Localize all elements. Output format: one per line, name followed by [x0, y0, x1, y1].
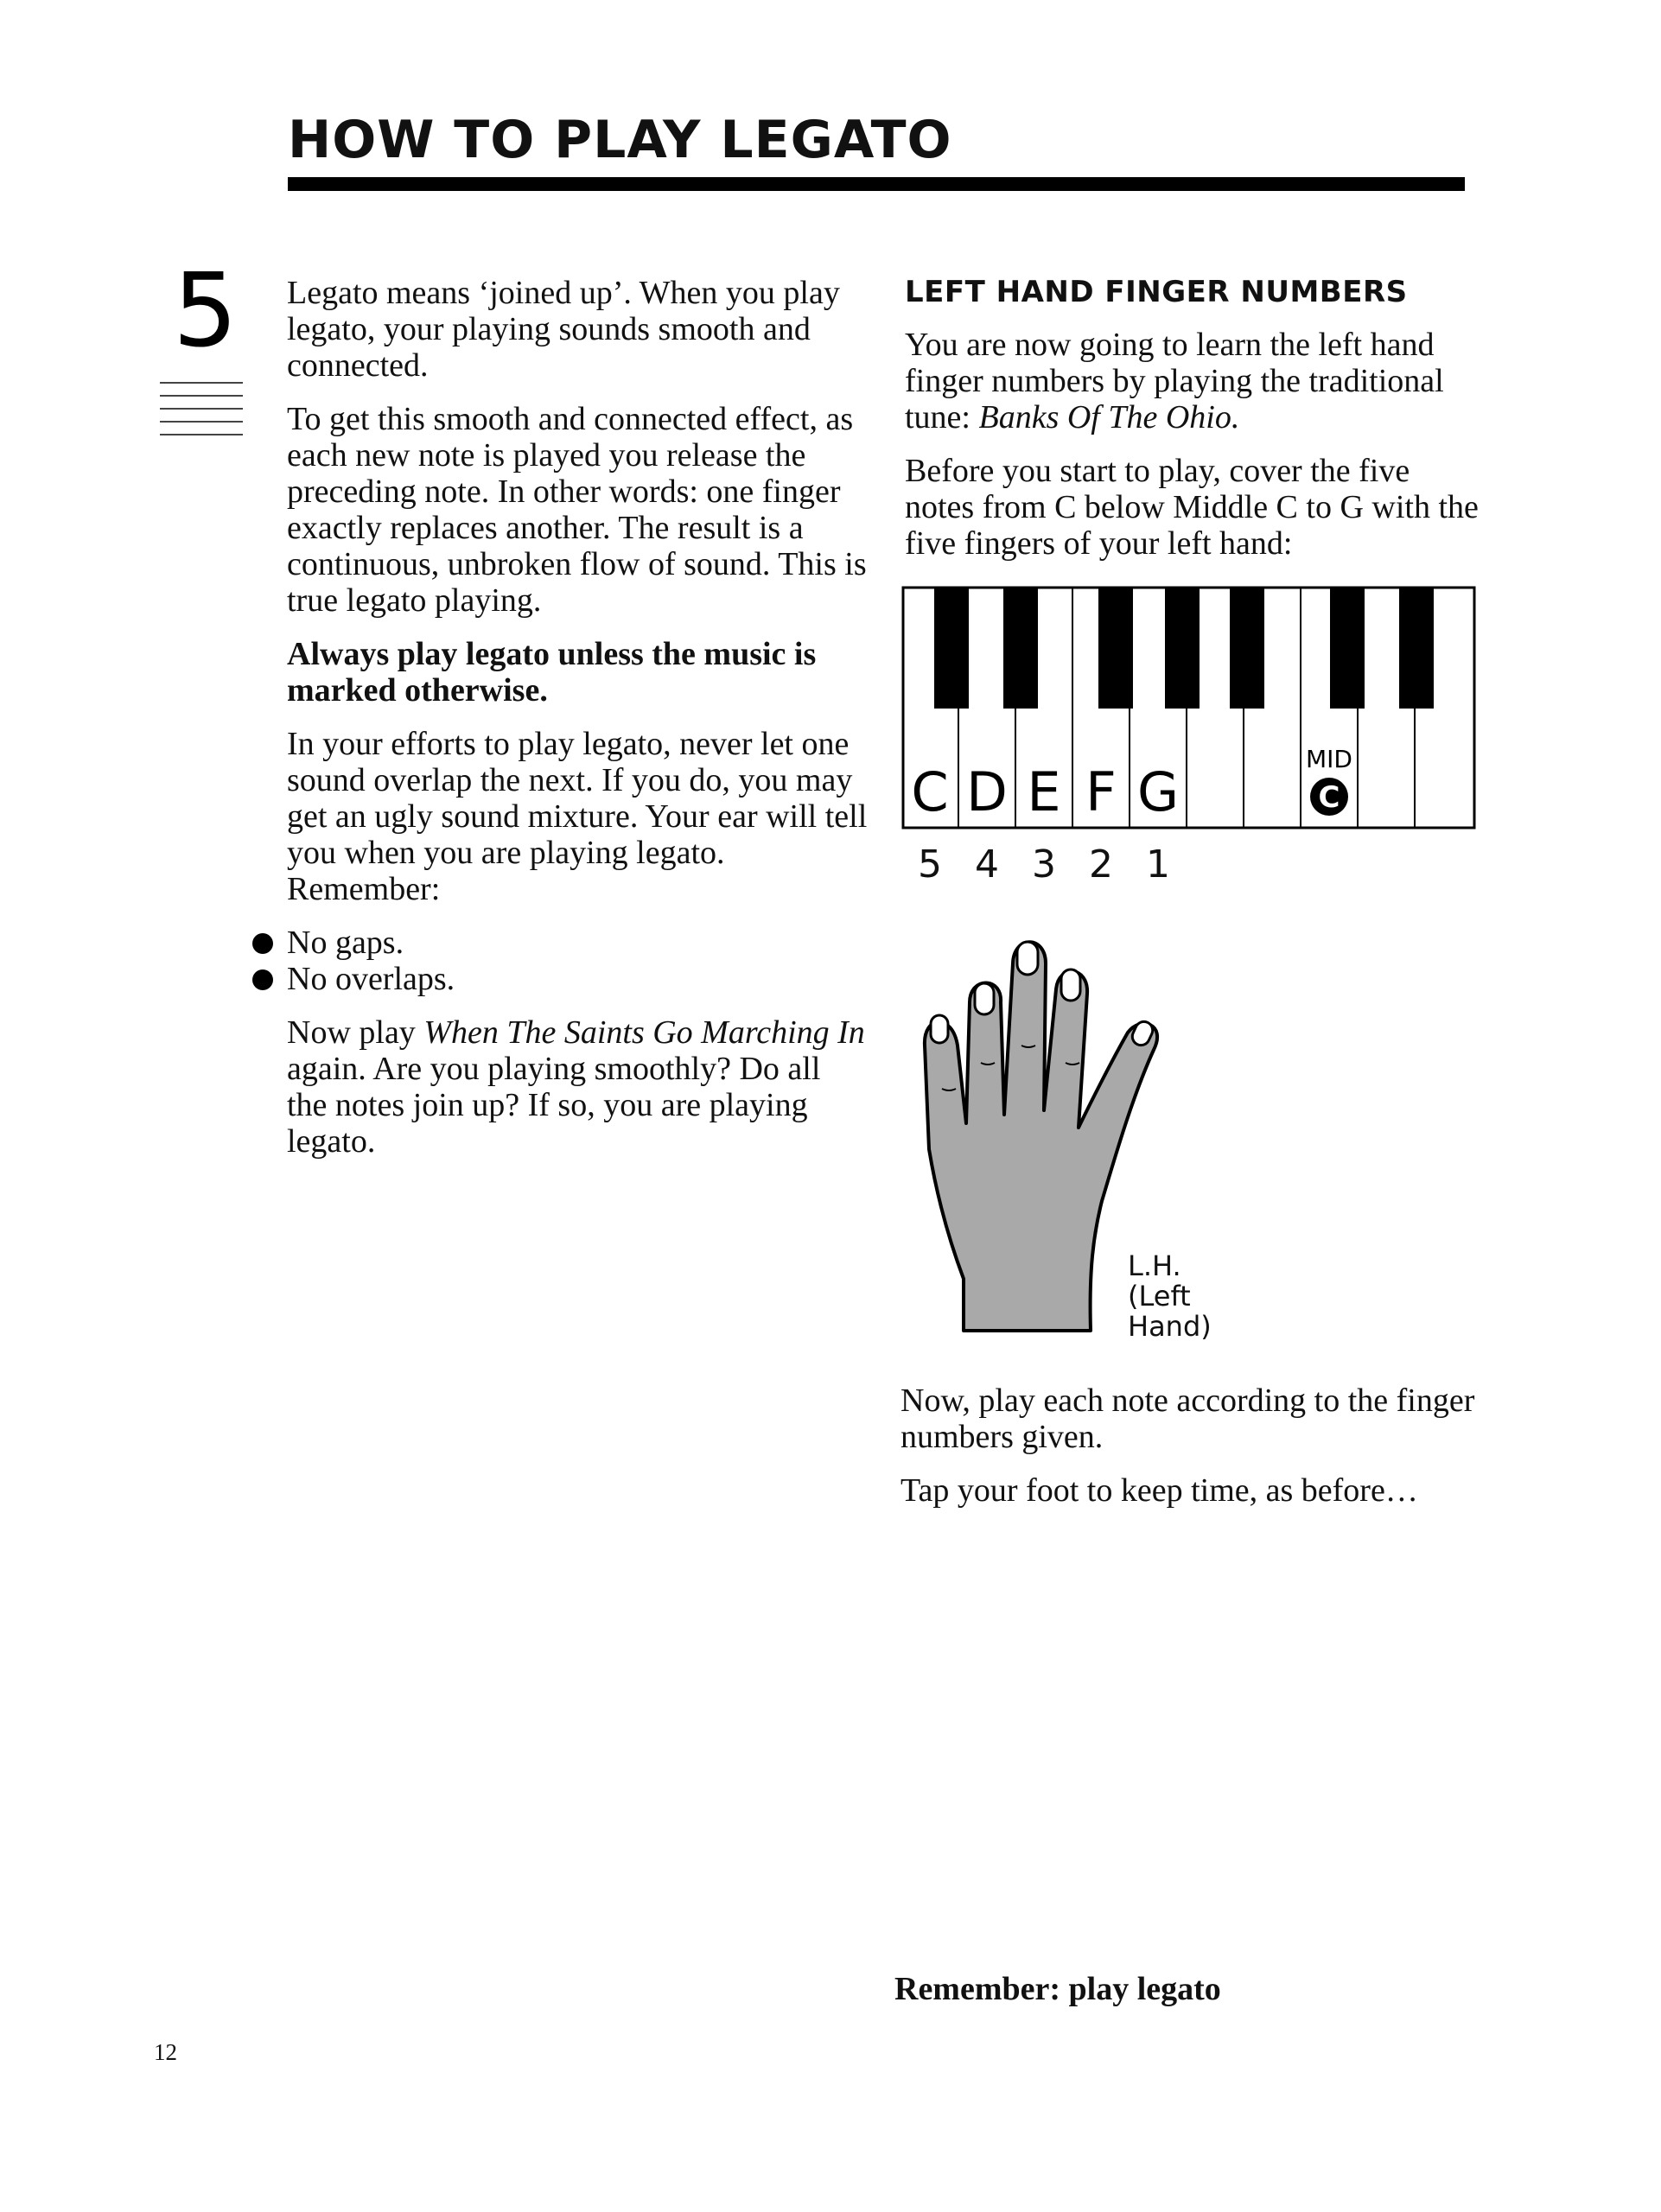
- key-label: D: [966, 760, 1008, 823]
- list-item: No overlaps.: [251, 961, 868, 997]
- finger-numbers: [901, 842, 1476, 894]
- section-heading: LEFT HAND FINGER NUMBERS: [905, 275, 1408, 309]
- list-item: No gaps.: [251, 925, 868, 961]
- bullet-list: [251, 925, 868, 997]
- finger-number: 2: [1089, 842, 1113, 887]
- footer-note: Remember: play legato: [894, 1971, 1221, 2007]
- chapter-lines: [160, 382, 243, 447]
- finger-number: 5: [918, 842, 942, 887]
- left-column: [287, 275, 868, 1177]
- chapter-number: 5: [173, 251, 239, 370]
- key-label: C: [911, 760, 949, 823]
- bullet-icon: [252, 933, 273, 954]
- paragraph: Now play When The Saints Go Marching In again. Are you playing smoothly? Do all the notes join up? If so, you are playing legato.: [287, 1014, 865, 1160]
- finger-number: 1: [1146, 842, 1170, 887]
- right-column-continued: [901, 1382, 1488, 1526]
- tune-title: When The Saints Go Marching In: [423, 1014, 865, 1051]
- finger-number: 4: [975, 842, 999, 887]
- emphasis-paragraph: Always play legato unless the music is marked otherwise.: [287, 636, 817, 709]
- paragraph: You are now going to learn the left hand finger numbers by playing the traditional tune: Banks Of The Ohio.: [905, 327, 1444, 435]
- title-rule: [288, 177, 1465, 191]
- paragraph: To get this smooth and connected effect, as each new note is played you release the preceding note. In other words: one finger exactly replaces another. The result is a continuous, unbroken flow of sound. This is true legato playing.: [287, 401, 867, 619]
- finger-number: 3: [1032, 842, 1056, 887]
- tune-title: Banks Of The Ohio.: [978, 399, 1240, 435]
- bullet-icon: [252, 969, 273, 990]
- paragraph: Before you start to play, cover the five notes from C below Middle C to G with the five fingers of your left hand:: [905, 453, 1479, 562]
- middle-c-label: MID: [1306, 745, 1352, 773]
- paragraph: Legato means ‘joined up’. When you play legato, your playing sounds smooth and connected.: [287, 275, 840, 384]
- key-label: G: [1136, 760, 1180, 823]
- page-title: HOW TO PLAY LEGATO: [288, 110, 952, 170]
- right-column: [905, 275, 1484, 579]
- key-label: E: [1027, 760, 1061, 823]
- paragraph: In your efforts to play legato, never let one sound overlap the next. If you do, you may get an ugly sound mixture. Your ear will tell you when you are playing legato. Remember:: [287, 726, 868, 907]
- paragraph: Now, play each note according to the finger numbers given.: [901, 1382, 1475, 1455]
- keyboard-diagram: [901, 586, 1476, 830]
- page-number: 12: [154, 2039, 177, 2065]
- paragraph: Tap your foot to keep time, as before…: [901, 1472, 1418, 1509]
- key-label: F: [1085, 760, 1117, 823]
- middle-c-note: C: [1318, 780, 1340, 815]
- hand-label: L.H. (Left Hand): [1128, 1249, 1212, 1343]
